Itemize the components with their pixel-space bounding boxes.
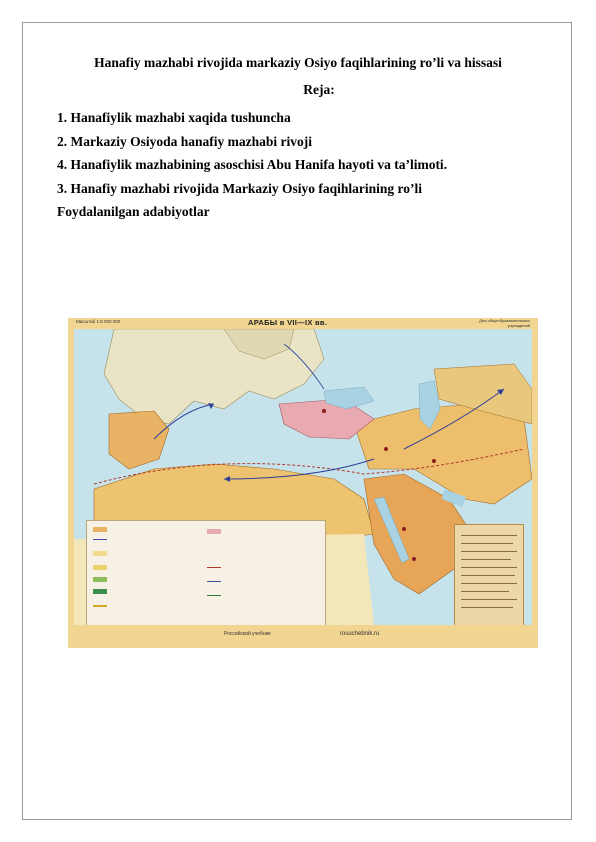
map-scale: Масштаб 1:8 000 000 [76, 319, 121, 324]
map-legend [86, 520, 326, 625]
map-header [68, 318, 538, 329]
map-publisher: Российский учебник [224, 631, 271, 637]
map-corner-note: Для общеобразовательных учреждений [479, 318, 530, 328]
toc-item: 2. Markaziy Osiyoda hanafiy mazhabi rivoji [57, 133, 313, 149]
toc-item: Foydalanilgan adabiyotlar [57, 204, 210, 219]
document-title: Hanafiy mazhabi rivojida markaziy Osiyo faqihlarining ro’li va hissasi [94, 55, 502, 70]
map-website: rosuchebnik.ru [340, 631, 380, 637]
map-title: АРАБЫ в VII—IX вв. [248, 318, 328, 327]
historical-map-image [68, 318, 538, 648]
map-footer [68, 625, 538, 648]
toc-item: 3. Hanafiy mazhabi rivojida Markaziy Osiyo faqihlarining ro’li [57, 180, 423, 196]
toc-item: 4. Hanafiylik mazhabining asoschisi Abu Hanifa hayoti va ta’limoti. [57, 157, 448, 172]
map-info-scroll [454, 524, 524, 625]
toc-item: 1. Hanafiylik mazhabi xaqida tushuncha [57, 110, 291, 125]
plan-heading: Reja: [303, 82, 335, 97]
table-of-contents [57, 110, 447, 228]
map-area [74, 329, 532, 625]
